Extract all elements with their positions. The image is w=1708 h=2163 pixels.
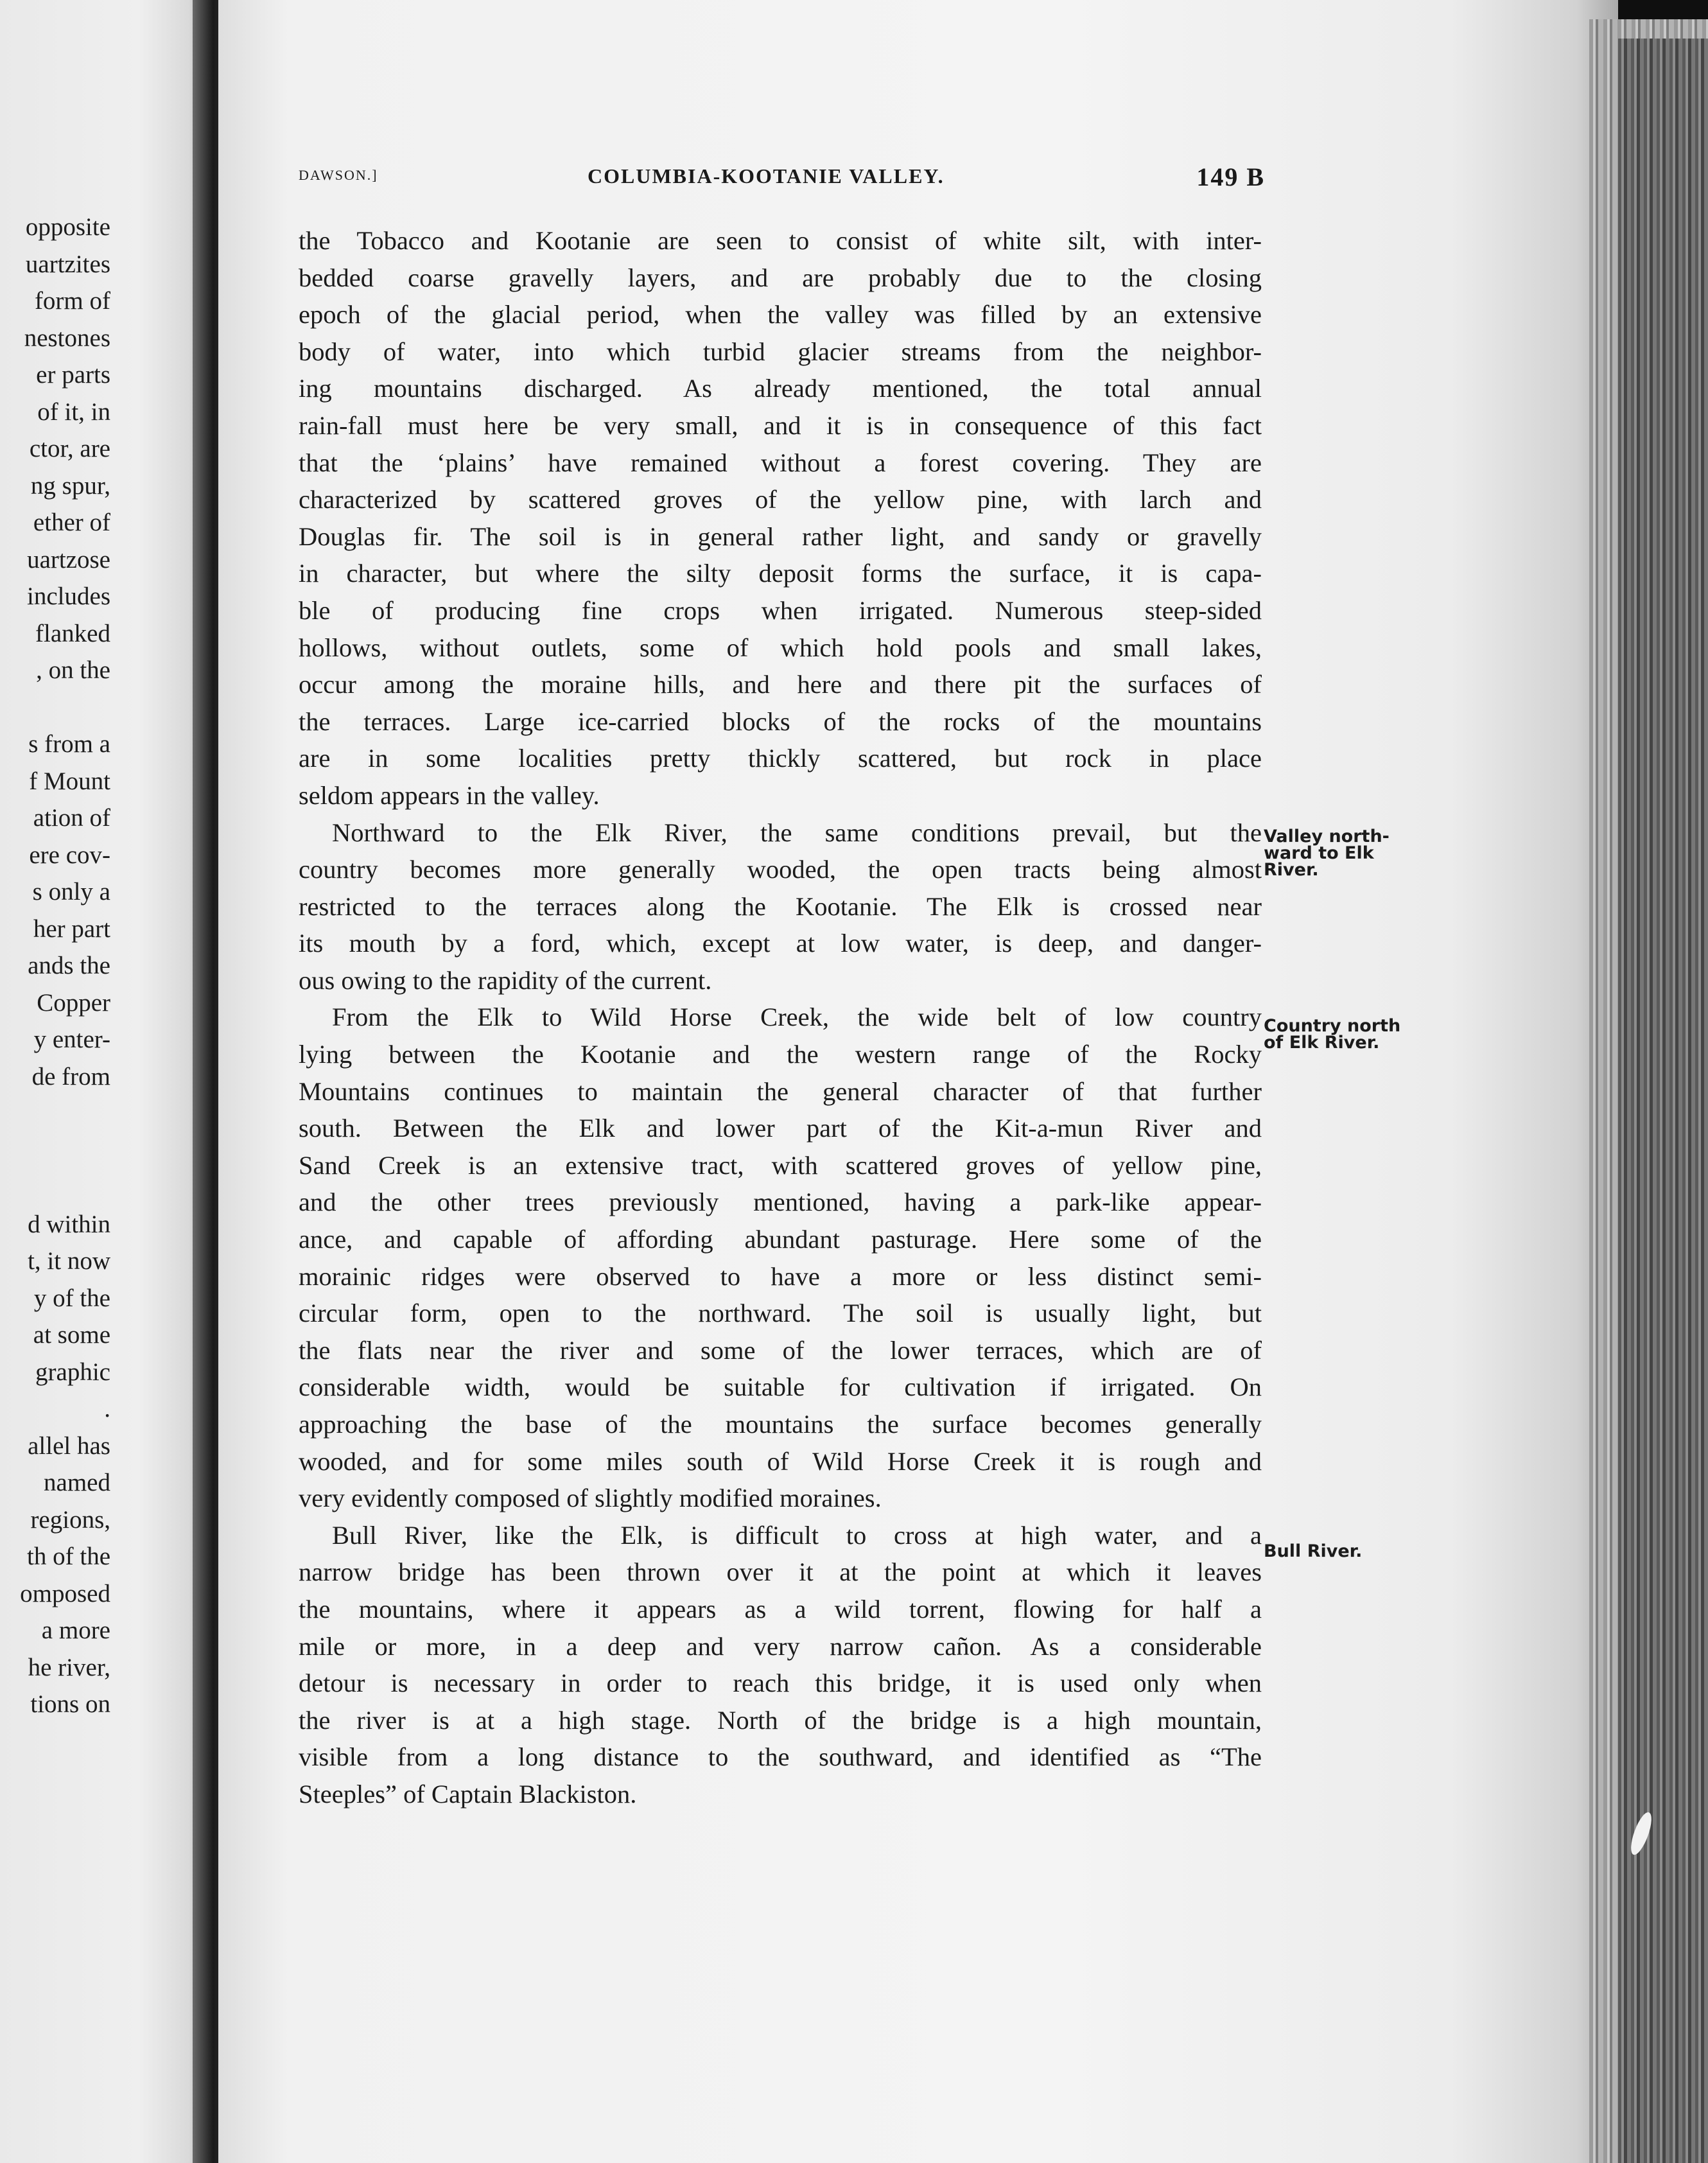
text-line: hollows, without outlets, some of which hold pools and small lakes, — [299, 633, 1262, 662]
left-page-line: includes — [27, 582, 110, 610]
left-page-line: at some — [33, 1321, 110, 1349]
left-page-line: uartzites — [25, 250, 110, 278]
text-line: very evidently composed of slightly modified moraines. — [299, 1484, 882, 1513]
margin-note-line: Valley north- — [1264, 827, 1390, 846]
text-line: Northward to the Elk River, the same conditions prevail, but the — [332, 818, 1262, 847]
text-line: country becomes more generally wooded, the open tracts being almost — [299, 855, 1262, 884]
left-page-line: flanked — [35, 619, 110, 647]
left-page-line: s from a — [28, 730, 110, 758]
text-line: the flats near the river and some of the lower terraces, which are of — [299, 1335, 1262, 1365]
left-page-line: Copper — [37, 988, 110, 1017]
text-line: and the other trees previously mentioned, having a park-like appear- — [299, 1187, 1262, 1217]
text-line: in character, but where the silty deposit forms the surface, it is capa- — [299, 559, 1262, 588]
margin-note-line: River. — [1264, 860, 1319, 880]
left-page-line: ands the — [28, 952, 110, 979]
text-line: that the ‘plains’ have remained without a forest covering. They are — [299, 448, 1262, 477]
left-page-line — [0, 689, 110, 726]
text-line: occur among the moraine hills, and here and there pit the surfaces of — [299, 670, 1262, 699]
left-page-line: tions on — [30, 1690, 110, 1718]
left-page-line: her part — [33, 915, 110, 943]
left-page-line: y enter- — [33, 1026, 110, 1053]
margin-note-country-north — [1264, 1018, 1400, 1051]
left-page-line: he river, — [28, 1653, 110, 1681]
left-page-line: allel has — [28, 1432, 110, 1460]
margin-note-line: Country north — [1264, 1016, 1401, 1036]
text-line: Sand Creek is an extensive tract, with scattered groves of yellow pine, — [299, 1150, 1262, 1180]
text-line: seldom appears in the valley. — [299, 780, 600, 810]
left-page-line: uartzose — [27, 545, 110, 574]
left-page-line: opposite — [25, 213, 110, 241]
text-line: rain-fall must here be very small, and it is in consequence of this fact — [299, 410, 1262, 440]
text-line: lying between the Kootanie and the western range of the Rocky — [299, 1040, 1262, 1069]
text-line: characterized by scattered groves of the yellow pine, with larch and — [299, 485, 1262, 514]
text-line: narrow bridge has been thrown over it at the point at which it leaves — [299, 1557, 1262, 1587]
running-head-author: DAWSON.] — [299, 167, 378, 183]
left-page-line: named — [44, 1469, 110, 1496]
left-page-line: ctor, are — [29, 435, 110, 462]
text-line: the terraces. Large ice-carried blocks of the rocks of the mountains — [299, 706, 1262, 736]
text-line: detour is necessary in order to reach this bridge, it is used only when — [299, 1668, 1262, 1698]
left-page-line: er parts — [36, 361, 110, 389]
text-line: body of water, into which turbid glacier streams from the neighbor- — [299, 337, 1262, 366]
text-line: epoch of the glacial period, when the valley was filled by an extensive — [299, 300, 1262, 329]
left-page-line: f Mount — [29, 767, 110, 795]
left-page-line: de from — [31, 1062, 110, 1090]
text-line: ance, and capable of affording abundant pasturage. Here some of the — [299, 1225, 1262, 1254]
left-page-line — [0, 1132, 110, 1169]
text-line: wooded, and for some miles south of Wild Horse Creek it is rough and — [299, 1446, 1262, 1476]
body-text — [299, 222, 1262, 1813]
left-page-line: graphic — [35, 1358, 110, 1386]
margin-note-bull-river — [1264, 1543, 1362, 1560]
left-page-line: d within — [28, 1210, 110, 1238]
left-page-line: form of — [34, 287, 110, 315]
margin-note-line: of Elk River. — [1264, 1033, 1380, 1053]
text-line: considerable width, would be suitable for cultivation if irrigated. On — [299, 1372, 1262, 1402]
left-page-line: y of the — [33, 1284, 110, 1312]
left-page-line: ng spur, — [30, 471, 110, 500]
text-line: approaching the base of the mountains the surface becomes generally — [299, 1410, 1262, 1439]
text-line: its mouth by a ford, which, except at low water, is deep, and danger- — [299, 929, 1262, 958]
text-line: south. Between the Elk and lower part of the Kit-a-mun River and — [299, 1114, 1262, 1143]
left-page-text-fragments — [0, 209, 110, 1723]
left-page-line: of it, in — [37, 398, 110, 426]
left-page-line: t, it now — [28, 1247, 110, 1275]
text-line: restricted to the terraces along the Kootanie. The Elk is crossed near — [299, 891, 1262, 921]
text-line: visible from a long distance to the southward, and identified as “The — [299, 1742, 1262, 1772]
text-line: From the Elk to Wild Horse Creek, the wide belt of low country — [332, 1003, 1262, 1032]
text-line: the river is at a high stage. North of the bridge is a high mountain, — [299, 1705, 1262, 1735]
running-head-title: COLUMBIA-KOOTANIE VALLEY. — [588, 164, 945, 188]
text-line: the Tobacco and Kootanie are seen to consist of white silt, with inter- — [299, 226, 1262, 255]
text-line: ous owing to the rapidity of the current. — [299, 965, 712, 995]
text-line: ing mountains discharged. As already mentioned, the total annual — [299, 374, 1262, 403]
left-page-line: . — [104, 1395, 110, 1423]
left-page-line: ether of — [33, 509, 110, 536]
left-page-line: a more — [41, 1616, 110, 1644]
left-page-line: ere cov- — [29, 841, 110, 869]
text-line: mile or more, in a deep and very narrow cañon. As a considerable — [299, 1631, 1262, 1661]
text-line: morainic ridges were observed to have a more or less distinct semi- — [299, 1261, 1262, 1291]
text-line: Steeples” of Captain Blackiston. — [299, 1779, 637, 1808]
text-line: the mountains, where it appears as a wild torrent, flowing for half a — [299, 1594, 1262, 1624]
left-facing-page — [0, 0, 199, 2163]
text-line: Bull River, like the Elk, is difficult to cross at high water, and a — [332, 1520, 1262, 1550]
text-line: Mountains continues to maintain the general character of that further — [299, 1076, 1262, 1106]
text-line: are in some localities pretty thickly scattered, but rock in place — [299, 744, 1262, 773]
left-page-line: regions, — [30, 1505, 110, 1534]
left-page-line — [0, 1095, 110, 1132]
text-line: ble of producing fine crops when irrigated. Numerous steep-sided — [299, 595, 1262, 625]
left-page-line: , on the — [36, 656, 110, 684]
page-number: 149 B — [1196, 162, 1265, 191]
left-page-line: th of the — [27, 1543, 110, 1570]
margin-note-line: Bull River. — [1264, 1541, 1363, 1561]
left-page-line: nestones — [24, 324, 110, 352]
margin-note-line: ward to Elk — [1264, 843, 1374, 863]
text-line: Douglas fir. The soil is in general rather light, and sandy or gravelly — [299, 521, 1262, 551]
left-page-line: ation of — [33, 804, 110, 832]
left-page-line: omposed — [20, 1579, 110, 1607]
running-head — [299, 162, 1265, 194]
margin-note-valley-north — [1264, 828, 1390, 879]
text-line: bedded coarse gravelly layers, and are probably due to the closing — [299, 263, 1262, 292]
left-page-line — [0, 1169, 110, 1206]
left-page-line: s only a — [32, 878, 110, 906]
text-line: circular form, open to the northward. The soil is usually light, but — [299, 1299, 1262, 1328]
